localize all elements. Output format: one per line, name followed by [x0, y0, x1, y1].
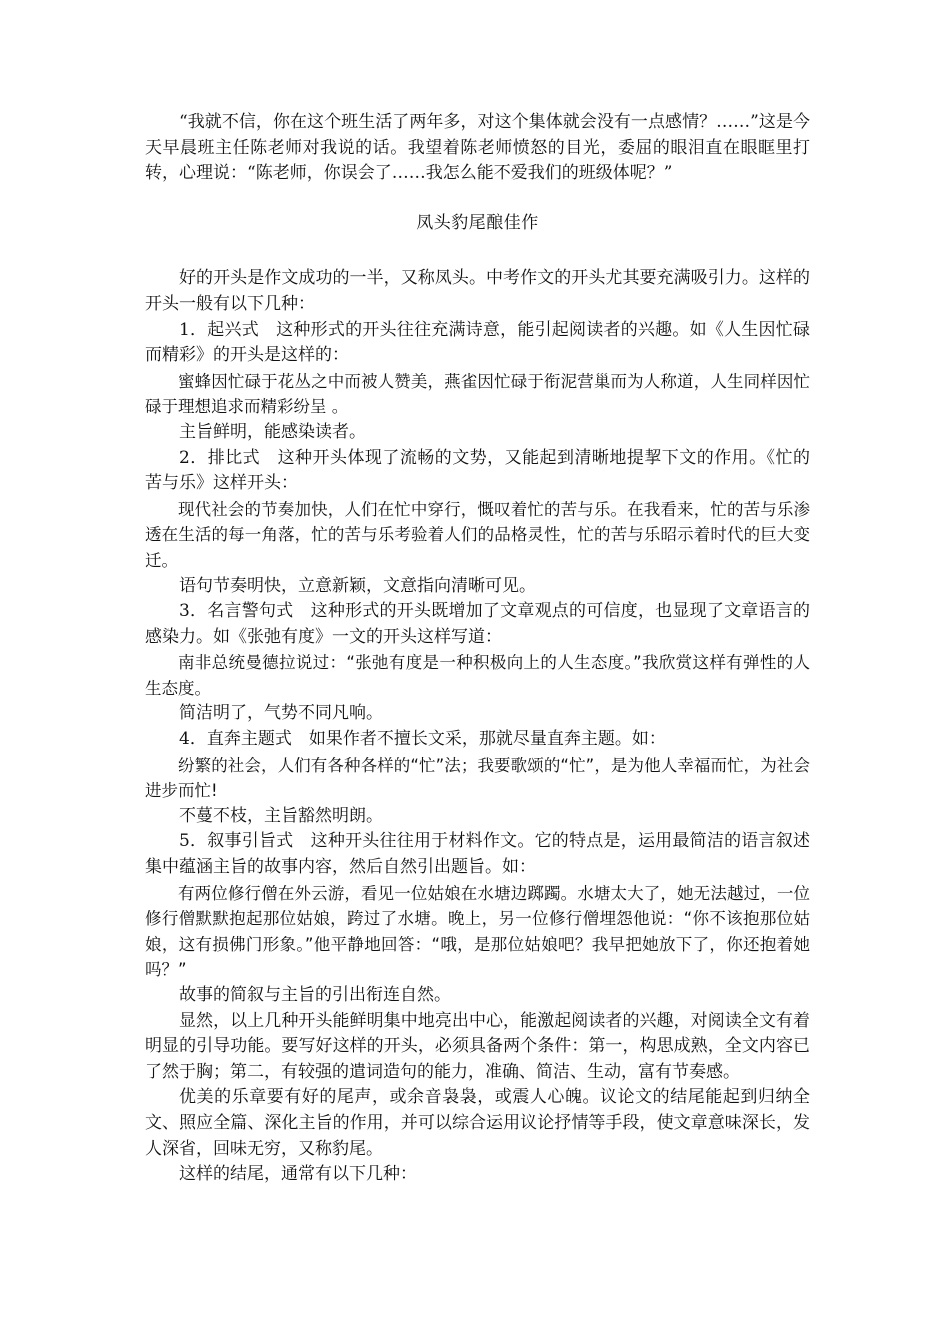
ending-intro-paragraph: 优美的乐章要有好的尾声，或余音袅袅，或震人心魄。议论文的结尾能起到归纳全文、照应全篇、深化主旨的作用，并可以综合运用议论抒情等手段，使文章意味深长，发人深省，回味无穷，又称豹尾。: [145, 1087, 810, 1159]
paragraph-item-1: 1．起兴式 这种形式的开头往往充满诗意，能引起阅读者的兴趣。如《人生因忙碌而精彩》的开头是这样的：: [145, 319, 810, 366]
comment-paragraph: 主旨鲜明，能感染读者。: [179, 421, 366, 442]
comment-paragraph: 简洁明了，气势不同凡响。: [179, 703, 383, 724]
example-quote: 南非总统曼德拉说过：“张弛有度是一种积极向上的人生态度。”我欣赏这样有弹性的人生态度。: [145, 653, 810, 698]
document-page: [145, 110, 810, 1188]
section-title: 凤头豹尾酿佳作: [416, 212, 539, 233]
ending-list-lead: 这样的结尾，通常有以下几种：: [179, 1164, 417, 1185]
summary-paragraph: 显然，以上几种开头能鲜明集中地亮出中心，能激起阅读者的兴趣，对阅读全文有着明显的引导功能。要写好这样的开头，必须具备两个条件：第一，构思成熟，全文内容已了然于胸；第二，有较强的遣词造句的能力，准确、简洁、生动，富有节奏感。: [145, 1010, 810, 1082]
comment-paragraph: 不蔓不枝，主旨豁然明朗。: [179, 805, 383, 826]
paragraph-item-5: 5．叙事引旨式 这种开头往往用于材料作文。它的特点是，运用最简洁的语言叙述集中蕴涵主旨的故事内容，然后自然引出题旨。如：: [145, 831, 810, 878]
example-quote: 现代社会的节奏加快，人们在忙中穿行，慨叹着忙的苦与乐。在我看来，忙的苦与乐渗透在生活的每一角落，忙的苦与乐考验着人们的品格灵性，忙的苦与乐昭示着时代的巨大变迁。: [145, 499, 810, 570]
comment-paragraph: 语句节奏明快，立意新颖，文意指向清晰可见。: [179, 575, 536, 596]
example-quote: 有两位修行僧在外云游，看见一位姑娘在水塘边踯躅。水塘太大了，她无法越过，一位修行僧默默抱起那位姑娘，跨过了水塘。晚上，另一位修行僧埋怨他说：“你不该抱那位姑娘，这有损佛门形象。”他平静地回答：“哦，是那位姑娘吧？我早把她放下了，你还抱着她吗？”: [145, 883, 810, 980]
example-quote: 纷繁的社会，人们有各种各样的“忙”法；我要歌颂的“忙”，是为他人幸福而忙，为社会进步而忙!: [145, 755, 810, 801]
paragraph-item-4: 4．直奔主题式 如果作者不擅长文采，那就尽量直奔主题。如：: [179, 729, 666, 750]
paragraph-item-3: 3．名言警句式 这种形式的开头既增加了文章观点的可信度，也显现了文章语言的感染力。如《张弛有度》一文的开头这样写道：: [145, 601, 810, 647]
comment-paragraph: 故事的简叙与主旨的引出衔连自然。: [179, 985, 451, 1005]
example-quote: 蜜蜂因忙碌于花丛之中而被人赞美，燕雀因忙碌于衔泥营巢而为人称道，人生同样因忙碌于理想追求而精彩纷呈 。: [145, 371, 810, 417]
intro-paragraph: “我就不信，你在这个班生活了两年多，对这个集体就会没有一点感情？……”这是今天早晨班主任陈老师对我说的话。我望着陈老师愤怒的目光，委屈的眼泪直在眼眶里打转，心理说：“陈老师，你误会了……我怎么能不爱我们的班级体呢？”: [145, 112, 810, 184]
paragraph-item-2: 2．排比式 这种开头体现了流畅的文势，又能起到清晰地提挈下文的作用。《忙的苦与乐》这样开头：: [145, 447, 810, 494]
paragraph: 好的开头是作文成功的一半，又称凤头。中考作文的开头尤其要充满吸引力。这样的开头一般有以下几种：: [145, 268, 810, 314]
